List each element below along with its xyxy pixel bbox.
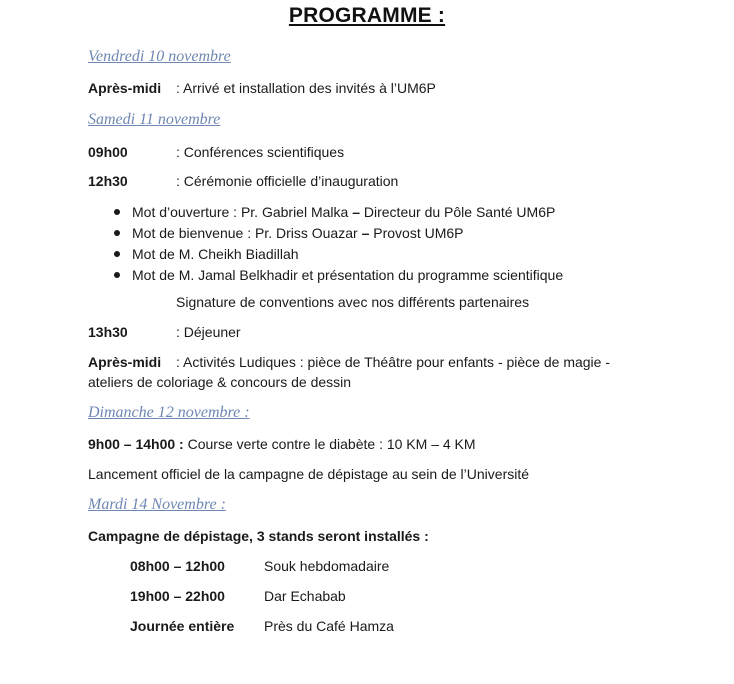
campaign-intro: Campagne de dépistage, 3 stands seront installés : <box>88 528 429 544</box>
schedule-row <box>88 144 344 160</box>
ceremony-speeches-list <box>114 202 563 286</box>
stand-place: Souk hebdomadaire <box>264 558 390 574</box>
schedule-row <box>88 80 436 96</box>
page-title: PROGRAMME : <box>288 4 446 27</box>
time-label: 9h00 – 14h00 : <box>88 436 184 452</box>
list-item: Mot de M. Cheikh Biadillah <box>114 244 563 265</box>
day-heading-vendredi: Vendredi 10 novembre <box>88 48 231 65</box>
stand-time: 08h00 – 12h00 <box>130 558 225 574</box>
event-text-continued: ateliers de coloriage & concours de dessin <box>88 374 352 390</box>
event-text: : Déjeuner <box>176 324 241 340</box>
time-label: 09h00 <box>88 144 128 160</box>
stand-place: Près du Café Hamza <box>264 618 394 634</box>
time-label: Après-midi <box>88 354 162 370</box>
list-item: Mot d’ouverture : Pr. Gabriel Malka – Directeur du Pôle Santé UM6P <box>114 202 563 223</box>
day-heading-samedi: Samedi 11 novembre <box>88 111 221 128</box>
time-label: 13h30 <box>88 324 128 340</box>
stand-time: Journée entière <box>130 618 235 634</box>
signature-text: Signature de conventions avec nos différents partenaires <box>176 294 530 310</box>
stand-time: 19h00 – 22h00 <box>130 588 225 604</box>
event-text: : Activités Ludiques : pièce de Théâtre pour enfants - pièce de magie - <box>176 354 610 370</box>
bullet-icon <box>114 209 120 215</box>
schedule-row <box>88 354 610 370</box>
time-label: Après-midi <box>88 80 162 96</box>
event-text: : Cérémonie officielle d’inauguration <box>176 173 399 189</box>
time-label: 12h30 <box>88 173 128 189</box>
day-heading-mardi: Mardi 14 Novembre : <box>88 496 226 513</box>
event-text: Course verte contre le diabète : 10 KM – 4 KM <box>187 436 476 452</box>
schedule-row <box>88 173 398 189</box>
bullet-icon <box>114 251 120 257</box>
event-text: : Conférences scientifiques <box>176 144 345 160</box>
list-item: Mot de bienvenue : Pr. Driss Ouazar – Provost UM6P <box>114 223 563 244</box>
schedule-row <box>88 436 476 452</box>
launch-text: Lancement officiel de la campagne de dépistage au sein de l’Université <box>88 466 530 482</box>
schedule-row <box>88 324 241 340</box>
stand-place: Dar Echabab <box>264 588 346 604</box>
bullet-icon <box>114 272 120 278</box>
day-heading-dimanche: Dimanche 12 novembre : <box>88 404 250 421</box>
list-item: Mot de M. Jamal Belkhadir et présentation du programme scientifique <box>114 265 563 286</box>
bullet-icon <box>114 230 120 236</box>
event-text: : Arrivé et installation des invités à l’UM6P <box>176 80 436 96</box>
